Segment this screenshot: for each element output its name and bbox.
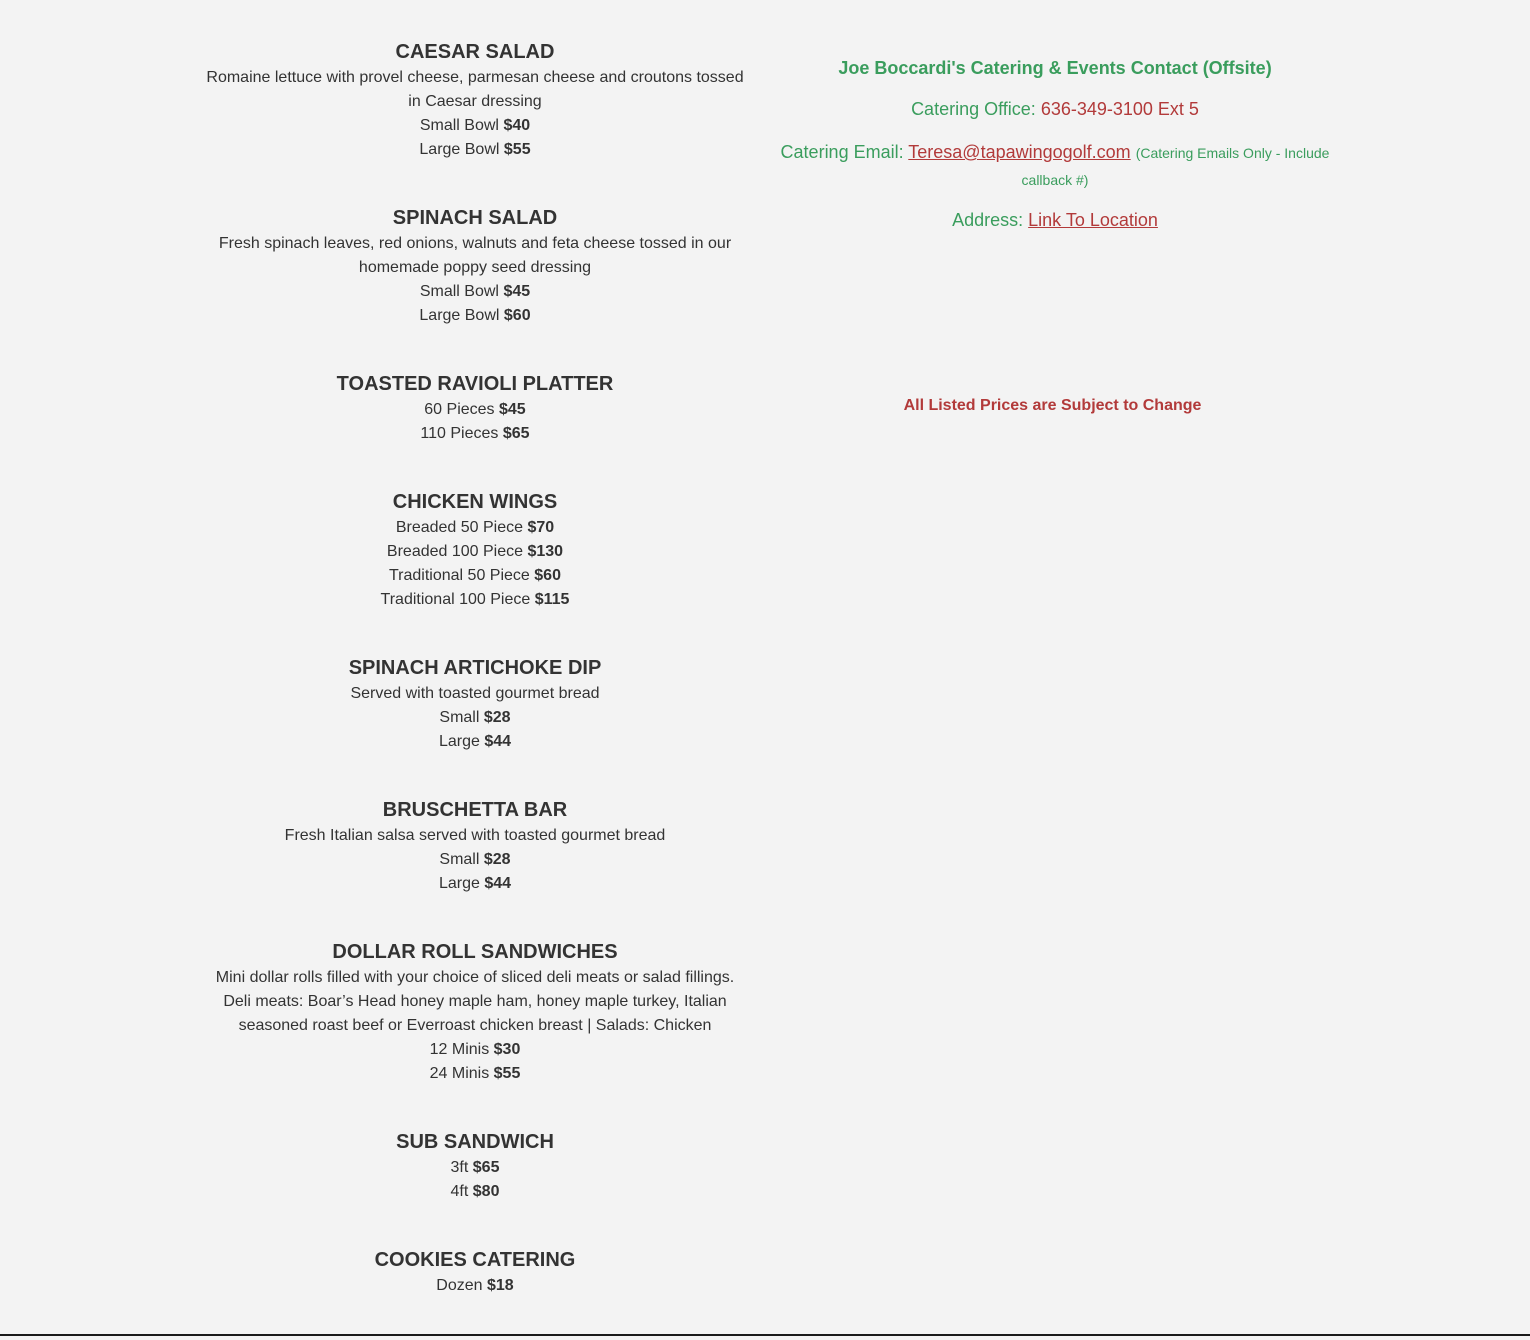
office-label: Catering Office: [911,99,1036,119]
price-label: Traditional 50 Piece [389,567,530,584]
menu-item-title: SUB SANDWICH [396,1131,554,1153]
menu-item-title: DOLLAR ROLL SANDWICHES [332,941,618,963]
menu-item [205,654,745,754]
menu-item [205,1128,745,1204]
price-value: $44 [484,875,512,892]
menu-item [205,370,745,446]
menu-item [205,1246,745,1298]
price-label: Breaded 50 Piece [395,519,524,536]
price-label: 24 Minis [429,1065,490,1082]
price-label: Small [439,851,480,868]
menu-item-title: SPINACH ARTICHOKE DIP [348,657,602,679]
price-label: Large [438,875,480,892]
menu-item-description: Romaine lettuce with provel cheese, parmesan cheese and croutons tossed in Caesar dressing [206,69,744,110]
price-value: $40 [503,117,531,134]
address-label: Address: [952,210,1024,230]
price-value: $28 [483,851,511,868]
menu-item [205,488,745,612]
price-label: 12 Minis [429,1041,490,1058]
price-line [205,422,745,446]
price-line [205,114,745,138]
contact-heading: Joe Boccardi's Catering & Events Contact (Offsite) [838,58,1272,78]
location-link[interactable]: Link To Location [1028,210,1158,230]
office-line [780,96,1330,122]
price-label: Large Bowl [419,141,500,158]
price-value: $45 [503,283,531,300]
menu-item-description: Fresh spinach leaves, red onions, walnuts and feta cheese tossed in our homemade poppy seed dressing [218,235,732,276]
price-value: $44 [484,733,512,750]
price-label: 4ft [450,1183,469,1200]
price-label: 3ft [450,1159,469,1176]
price-value: $65 [472,1159,500,1176]
price-value: $55 [503,141,531,158]
price-disclaimer: All Listed Prices are Subject to Change [903,397,1202,414]
price-label: 110 Pieces [420,425,499,442]
price-line [205,706,745,730]
price-value: $30 [493,1041,521,1058]
price-label: Traditional 100 Piece [380,591,531,608]
contact-panel [780,53,1330,233]
price-line [205,1062,745,1086]
price-label: Small [439,709,480,726]
price-line [205,848,745,872]
price-value: $70 [527,519,555,536]
email-note: (Catering Emails Only - Include callback #) [1021,145,1330,188]
price-label: Large [438,733,480,750]
price-label: 60 Pieces [424,401,495,418]
price-label: Dozen [436,1277,483,1294]
price-label: Small Bowl [419,117,499,134]
price-value: $18 [487,1277,514,1294]
menu-item-title: CAESAR SALAD [395,41,555,63]
menu-item-title: COOKIES CATERING [374,1249,576,1271]
price-label: Small Bowl [419,283,499,300]
price-line [205,280,745,304]
price-value: $55 [493,1065,521,1082]
menu-item-description: Served with toasted gourmet bread [350,685,600,702]
price-line [205,1156,745,1180]
price-label: Breaded 100 Piece [386,543,524,560]
menu-item-description: Mini dollar rolls filled with your choice of sliced deli meats or salad fillings. Deli meats: Boar’s Head honey maple ham, honey maple turkey, Italian seasoned roast beef or Everroast chicken breast | Salads: Chicken [215,969,735,1034]
price-label: Large Bowl [419,307,500,324]
price-line [205,1180,745,1204]
price-line [205,1274,745,1298]
menu-item [205,38,745,162]
menu-item [205,938,745,1086]
price-line [205,872,745,896]
email-link[interactable]: Teresa@tapawingogolf.com [908,142,1131,162]
address-line [780,207,1330,233]
price-value: $80 [472,1183,500,1200]
price-line [205,540,745,564]
price-line [205,398,745,422]
email-label: Catering Email: [780,142,904,162]
menu-item-title: SPINACH SALAD [392,207,558,229]
price-value: $65 [502,425,530,442]
menu-item-title: CHICKEN WINGS [392,491,558,513]
price-line [205,730,745,754]
menu-item-title: BRUSCHETTA BAR [382,799,568,821]
price-value: $45 [499,401,526,418]
menu-item-description: Fresh Italian salsa served with toasted gourmet bread [284,827,666,844]
office-phone: 636-349-3100 Ext 5 [1040,99,1199,119]
menu-item-title: TOASTED RAVIOLI PLATTER [336,373,614,395]
price-value: $60 [503,307,531,324]
catering-menu [205,38,745,1340]
price-value: $28 [483,709,511,726]
price-line [205,1038,745,1062]
price-value: $115 [534,591,570,608]
price-value: $130 [527,543,564,560]
price-value: $60 [534,567,561,584]
price-line [205,516,745,540]
menu-item [205,204,745,328]
price-line [205,564,745,588]
price-line [205,138,745,162]
price-line [205,304,745,328]
menu-item [205,796,745,896]
price-line [205,588,745,612]
email-line [780,139,1330,193]
